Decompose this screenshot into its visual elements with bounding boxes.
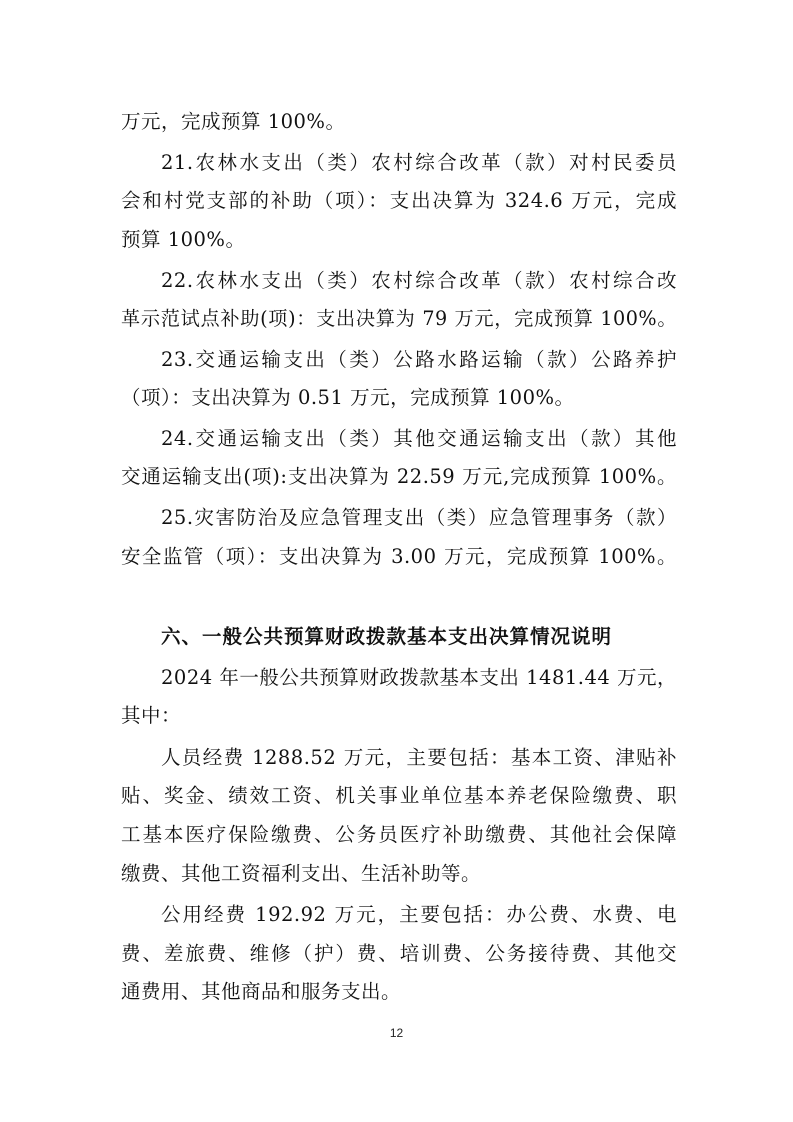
text-line-19: 缴费、其他工资福利支出、生活补助等。 xyxy=(121,862,482,885)
text-line-1: 万元，完成预算 100%。 xyxy=(121,110,346,133)
page-number: 12 xyxy=(389,1026,404,1040)
text-line-15: 其中： xyxy=(121,704,182,727)
text-line-17: 贴、奖金、绩效工资、机关事业单位基本养老保险缴费、职 xyxy=(121,784,677,807)
text-line-10: 交通运输支出(项):支出决算为 22.59 万元,完成预算 100%。 xyxy=(121,465,677,488)
text-line-3: 会和村党支部的补助（项）：支出决算为 324.6 万元，完成 xyxy=(121,189,677,212)
text-line-4: 预算 100%。 xyxy=(121,228,246,251)
text-line-5: 22.农林水支出（类）农村综合改革（款）农村综合改 xyxy=(161,269,677,292)
text-line-12: 安全监管（项）：支出决算为 3.00 万元，完成预算 100%。 xyxy=(121,545,677,568)
text-line-22: 通费用、其他商品和服务支出。 xyxy=(121,980,402,1003)
text-line-21: 费、差旅费、维修（护）费、培训费、公务接待费、其他交 xyxy=(121,942,677,965)
text-line-14: 2024 年一般公共预算财政拨款基本支出 1481.44 万元， xyxy=(161,666,677,689)
text-line-11: 25.灾害防治及应急管理支出（类）应急管理事务（款） xyxy=(161,506,677,529)
text-line-7: 23.交通运输支出（类）公路水路运输（款）公路养护 xyxy=(161,348,677,371)
text-line-6: 革示范试点补助(项)：支出决算为 79 万元，完成预算 100%。 xyxy=(121,307,677,330)
text-line-8: （项）：支出决算为 0.51 万元，完成预算 100%。 xyxy=(121,386,575,409)
text-line-2: 21.农林水支出（类）农村综合改革（款）对村民委员 xyxy=(161,151,677,174)
section-heading: 六、一般公共预算财政拨款基本支出决算情况说明 xyxy=(161,625,613,648)
text-line-18: 工基本医疗保险缴费、公务员医疗补助缴费、其他社会保障 xyxy=(121,823,677,846)
text-line-9: 24.交通运输支出（类）其他交通运输支出（款）其他 xyxy=(161,427,677,450)
text-line-16: 人员经费 1288.52 万元，主要包括：基本工资、津贴补 xyxy=(161,746,677,769)
text-line-20: 公用经费 192.92 万元，主要包括：办公费、水费、电 xyxy=(161,903,677,926)
